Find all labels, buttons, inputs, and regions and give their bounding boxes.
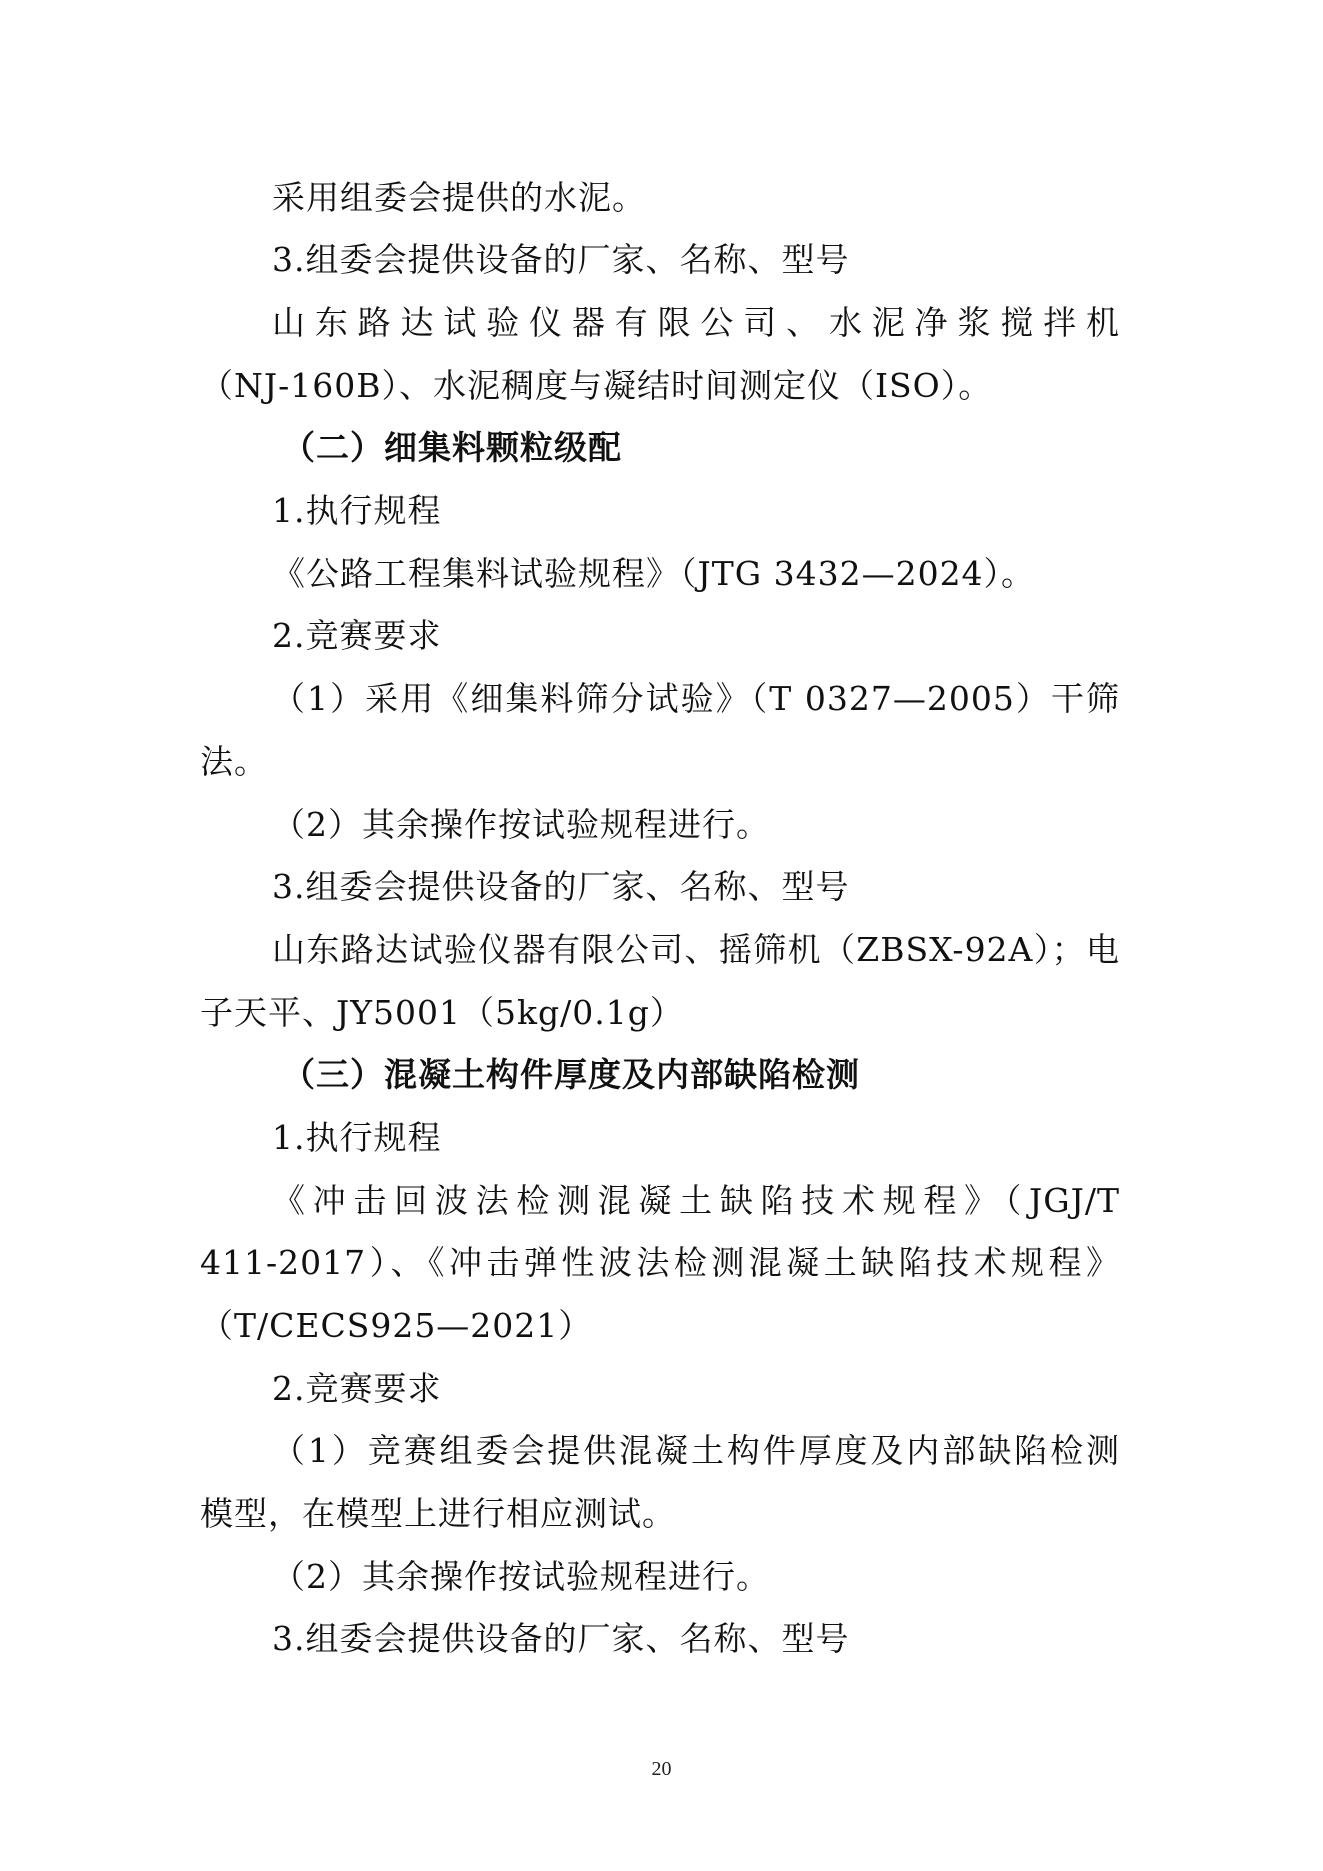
paragraph-line: （2）其余操作按试验规程进行。 bbox=[272, 805, 770, 844]
paragraph-line: （1）竞赛组委会提供混凝土构件厚度及内部缺陷检测 bbox=[272, 1431, 1120, 1470]
paragraph-line: 1.执行规程 bbox=[272, 1118, 442, 1157]
paragraph-line: 采用组委会提供的水泥。 bbox=[272, 178, 646, 217]
paragraph-line: 法。 bbox=[200, 742, 268, 781]
section-heading: （三）混凝土构件厚度及内部缺陷检测 bbox=[282, 1055, 860, 1094]
paragraph-line: 3.组委会提供设备的厂家、名称、型号 bbox=[272, 240, 850, 279]
paragraph-line: 《冲击回波法检测混凝土缺陷技术规程》（JGJ/T bbox=[272, 1181, 1120, 1220]
paragraph-line: 1.执行规程 bbox=[272, 491, 442, 530]
paragraph-line: 子天平、JY5001（5kg/0.1g） bbox=[200, 993, 684, 1032]
paragraph-line: 2.竞赛要求 bbox=[272, 616, 442, 655]
paragraph-line: （1）采用《细集料筛分试验》（T 0327—2005）干筛 bbox=[272, 679, 1120, 718]
paragraph-line: 3.组委会提供设备的厂家、名称、型号 bbox=[272, 1619, 850, 1658]
section-heading: （二）细集料颗粒级配 bbox=[282, 428, 622, 467]
paragraph-line: 3.组委会提供设备的厂家、名称、型号 bbox=[272, 867, 850, 906]
paragraph-line: （T/CECS925—2021） bbox=[200, 1306, 593, 1345]
paragraph-line: 模型，在模型上进行相应测试。 bbox=[200, 1494, 676, 1533]
paragraph-line: 山东路达试验仪器有限公司、水泥净浆搅拌机 bbox=[272, 303, 1120, 342]
paragraph-line: （NJ-160B）、水泥稠度与凝结时间测定仪（ISO）。 bbox=[200, 366, 993, 405]
paragraph-line: （2）其余操作按试验规程进行。 bbox=[272, 1557, 770, 1596]
page-number: 20 bbox=[651, 1758, 672, 1780]
paragraph-line: 2.竞赛要求 bbox=[272, 1369, 442, 1408]
paragraph-line: 山东路达试验仪器有限公司、摇筛机（ZBSX-92A）；电 bbox=[272, 930, 1120, 969]
paragraph-line: 《公路工程集料试验规程》（JTG 3432—2024）。 bbox=[272, 554, 1036, 593]
paragraph-line: 411-2017）、《冲击弹性波法检测混凝土缺陷技术规程》 bbox=[200, 1243, 1120, 1282]
